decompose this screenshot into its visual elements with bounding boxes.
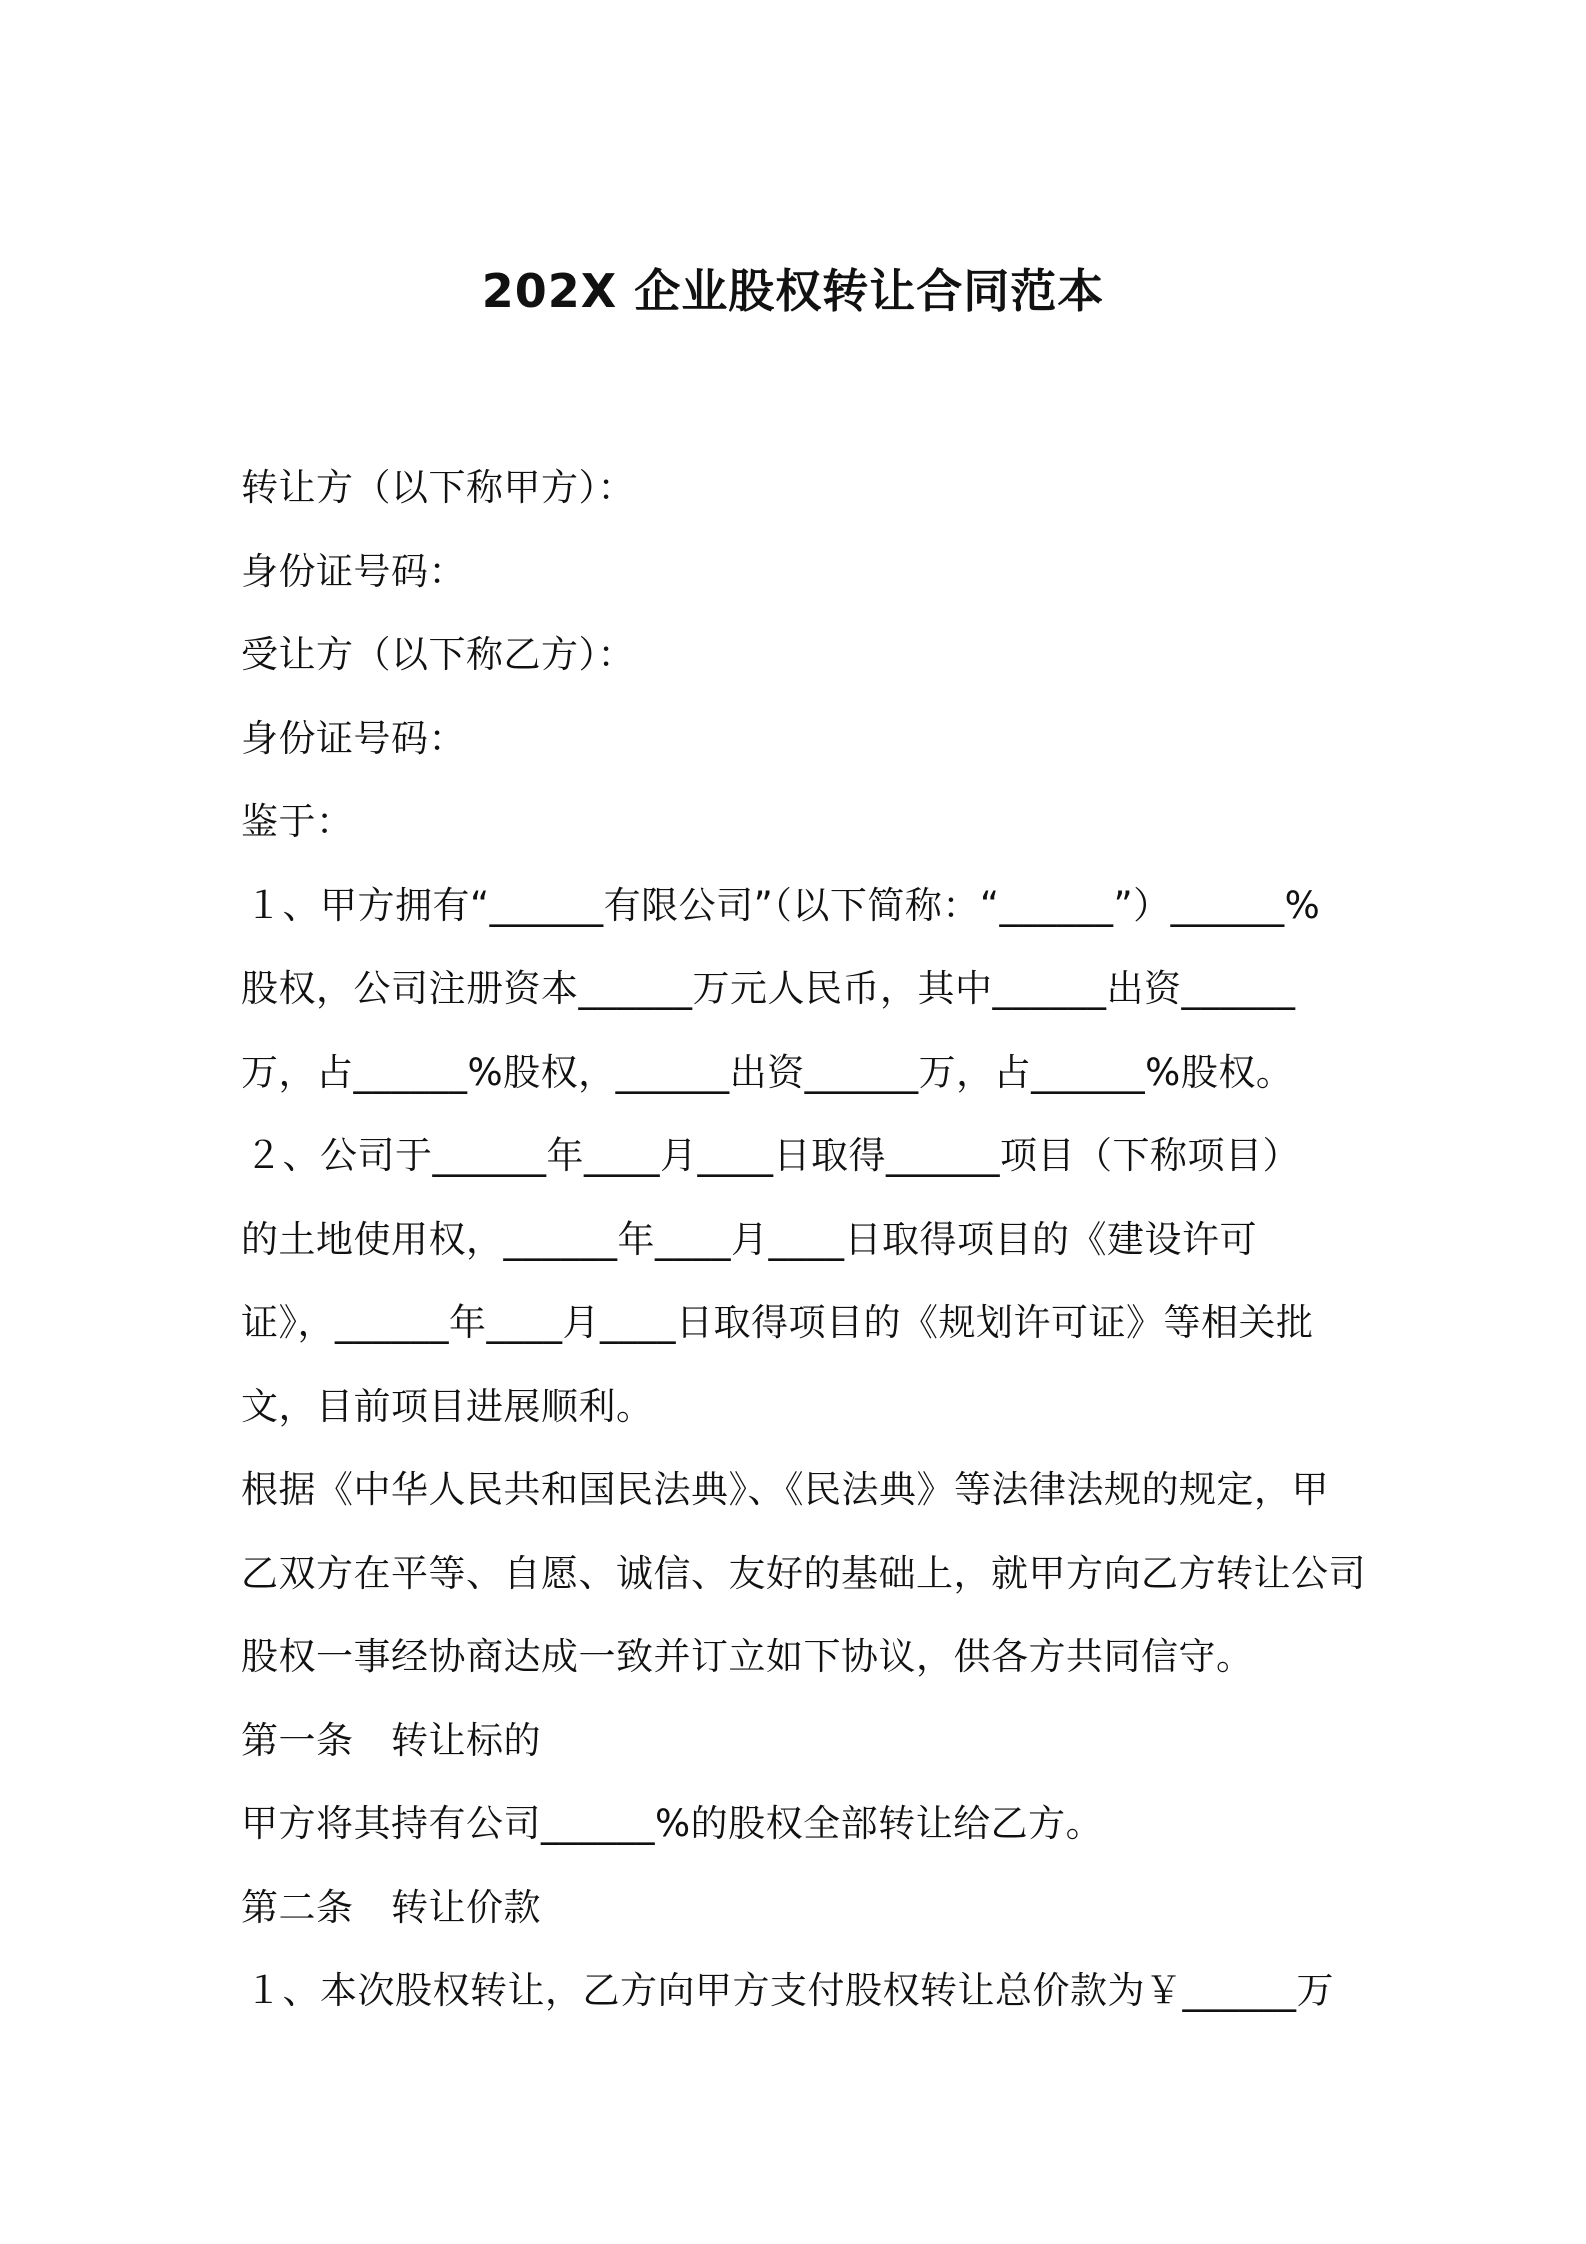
document-body [241, 446, 1366, 2033]
recital-2-line-3: 证》，______年____月____日取得项目的《规划许可证》等相关批 [241, 1301, 1314, 1344]
recital-1-line-2: 股权，公司注册资本______万元人民币，其中______出资______ [241, 967, 1296, 1010]
article-1-content: 甲方将其持有公司______%的股权全部转让给乙方。 [241, 1802, 1104, 1845]
recital-1-line-1: １、甲方拥有“______有限公司”（以下简称：“______”）______% [245, 883, 1321, 927]
article-2-clause-1: １、本次股权转让，乙方向甲方支付股权转让总价款为￥______万 [245, 1969, 1334, 2012]
recital-2-line-4: 文，目前项目进展顺利。 [241, 1384, 654, 1428]
legal-basis-line-2: 乙双方在平等、自愿、诚信、友好的基础上，就甲方向乙方转让公司 [241, 1551, 1366, 1595]
transferor-line: 转让方（以下称甲方）： [241, 466, 635, 509]
legal-basis-line-3: 股权一事经协商达成一致并订立如下协议，供各方共同信守。 [241, 1635, 1254, 1678]
legal-basis-line-1: 根据《中华人民共和国民法典》、《民法典》等法律法规的规定，甲 [241, 1468, 1329, 1511]
transferee-id-line: 身份证号码： [241, 716, 466, 760]
recital-2-line-1: ２、公司于______年____月____日取得______项目（下称项目） [245, 1134, 1300, 1177]
article-2-heading: 第二条 转让价款 [241, 1885, 541, 1929]
article-1-heading: 第一条 转让标的 [241, 1718, 541, 1762]
recital-2-line-2: 的土地使用权，______年____月____日取得项目的《建设许可 [241, 1217, 1257, 1261]
transferor-id-line: 身份证号码： [241, 549, 466, 593]
document-title: 202X 企业股权转让合同范本 [481, 264, 1105, 318]
whereas-heading: 鉴于： [241, 800, 354, 843]
recital-1-line-3: 万，占______%股权，______出资______万，占______%股权。 [241, 1050, 1294, 1094]
transferee-line: 受让方（以下称乙方）： [241, 633, 635, 676]
